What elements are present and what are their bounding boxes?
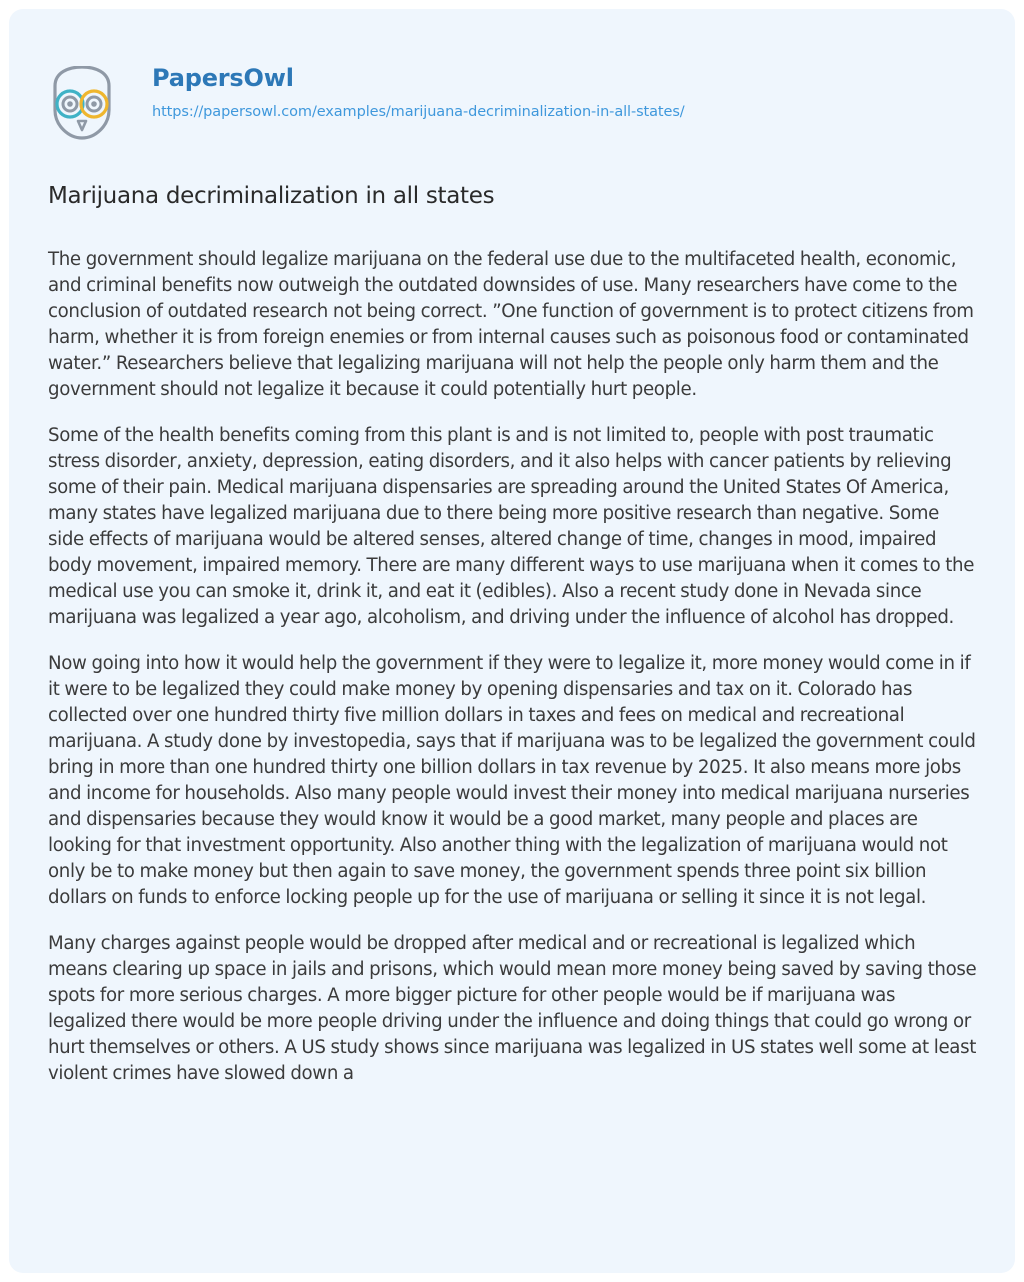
document-body <box>48 247 978 1107</box>
paragraph-4: Many charges against people would be dropped after medical and or recreational is legalized which means clearing up space in jails and prisons, which would mean more money being saved by saving those spots for more serious charges. A more bigger picture for other people would be if marijuana was legalized there would be more people driving under the influence and doing things that could go wrong or hurt themselves or others. A US study shows since marijuana was legalized in US states well some at least violent crimes have slowed down a <box>48 933 977 1084</box>
owl-logo-icon <box>49 66 115 140</box>
paragraph-2: Some of the health benefits coming from this plant is and is not limited to, people with post traumatic stress disorder, anxiety, depression, eating disorders, and it also helps with cancer patients by relieving some of their pain. Medical marijuana dispensaries are spreading around the United States Of America, many states have legalized marijuana due to there being more positive research than negative. Some side effects of marijuana would be altered senses, altered change of time, changes in mood, impaired body movement, impaired memory. There are many different ways to use marijuana when it comes to the medical use you can smoke it, drink it, and eat it (edibles). Also a recent study done in Nevada since marijuana was legalized a year ago, alcoholism, and driving under the influence of alcohol has dropped. <box>48 425 975 628</box>
brand-block <box>152 60 685 124</box>
paragraph-1: The government should legalize marijuana on the federal use due to the multifaceted health, economic, and criminal benefits now outweigh the outdated downsides of use. Many researchers have come to the conclusion of outdated research not being correct. ”One function of government is to protect citizens from harm, whether it is from foreign enemies or from internal causes such as poisonous food or contaminated water.” Researchers believe that legalizing marijuana will not help the people only harm them and the government should not legalize it because it could potentially hurt people. <box>48 249 974 400</box>
paragraph-3: Now going into how it would help the government if they were to legalize it, more money would come in if it were to be legalized they could make money by opening dispensaries and tax on it. Colorado has collected over one hundred thirty five million dollars in taxes and fees on medical and recreational marijuana. A study done by investopedia, says that if marijuana was to be legalized the government could bring in more than one hundred thirty one billion dollars in tax revenue by 2025. It also means more jobs and income for households. Also many people would invest their money into medical marijuana nurseries and dispensaries because they would know it would be a good market, many people and places are looking for that investment opportunity. Also another thing with the legalization of marijuana would not only be to make money but then again to save money, the government spends three point six billion dollars on funds to enforce locking people up for the use of marijuana or selling it since it is not legal. <box>48 653 976 908</box>
brand-name[interactable]: PapersOwl <box>152 64 294 92</box>
document-title: Marijuana decriminalization in all states <box>48 183 495 209</box>
document-page <box>9 9 1015 1273</box>
source-url-link[interactable]: https://papersowl.com/examples/marijuana-decriminalization-in-all-states/ <box>152 104 685 120</box>
